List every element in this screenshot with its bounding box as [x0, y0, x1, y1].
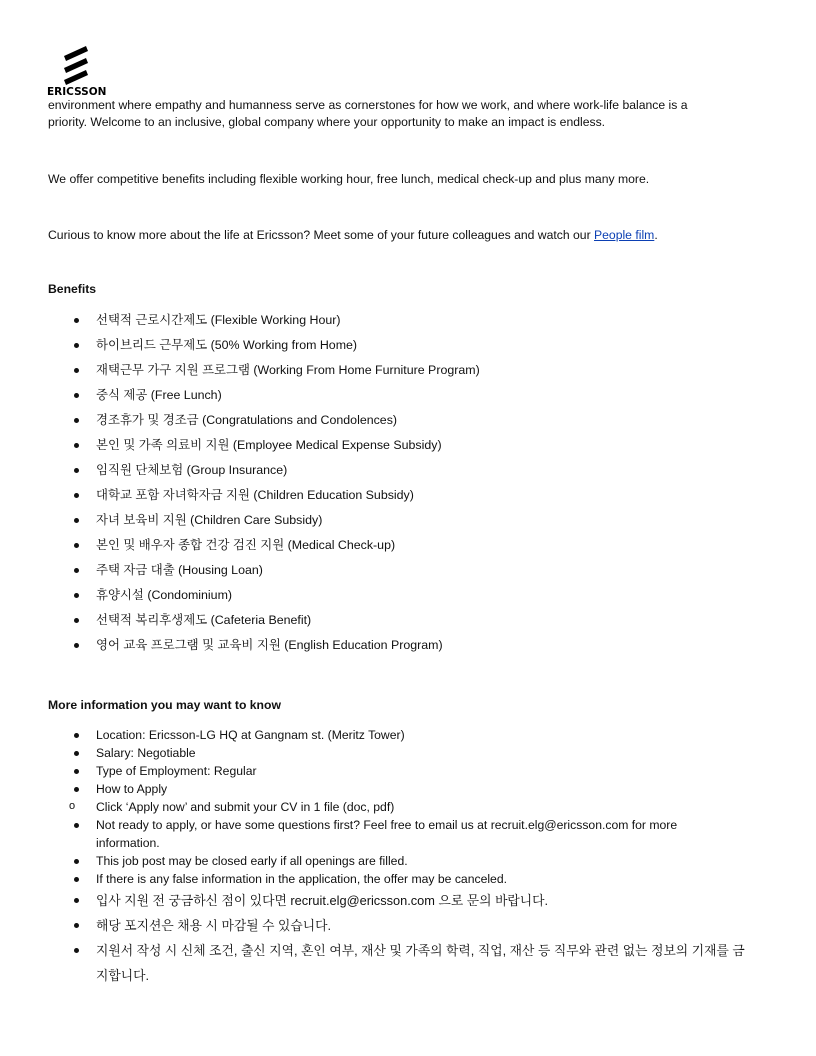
benefits-list: [48, 308, 480, 658]
salary-item: Salary: Negotiable: [48, 744, 736, 762]
people-film-link[interactable]: People film: [594, 228, 655, 242]
list-item: 중식 제공 (Free Lunch): [48, 383, 480, 408]
list-item: 본인 및 가족 의료비 지원 (Employee Medical Expense Subsidy): [48, 433, 480, 458]
kr-contact-item: 입사 지원 전 궁금하신 점이 있다면 recruit.elg@ericsson.com 으로 문의 바랍니다.: [48, 888, 756, 913]
intro-line-1: environment where empathy and humanness serve as cornerstones for how we work, and where work-life balance is a: [48, 98, 688, 112]
list-item: 자녀 보육비 지원 (Children Care Subsidy): [48, 508, 480, 533]
location-item: Location: Ericsson-LG HQ at Gangnam st. (Meritz Tower): [48, 726, 736, 744]
closed-early-item: This job post may be closed early if all openings are filled.: [48, 852, 736, 870]
kr-close-item: 해당 포지션은 채용 시 마감될 수 있습니다.: [48, 913, 756, 938]
how-to-apply-item: [48, 780, 736, 816]
not-ready-item: Not ready to apply, or have some questions first? Feel free to email us at recruit.elg@ericsson.com for more information.: [48, 816, 716, 852]
list-item: 경조휴가 및 경조금 (Congratulations and Condolences): [48, 408, 480, 433]
list-item: 대학교 포함 자녀학자금 지원 (Children Education Subsidy): [48, 483, 480, 508]
list-item: 주택 자금 대출 (Housing Loan): [48, 558, 480, 583]
benefits-heading: Benefits: [48, 282, 97, 296]
list-item: 본인 및 배우자 종합 건강 검진 지원 (Medical Check-up): [48, 533, 480, 558]
more-info-heading: More information you may want to know: [48, 698, 281, 712]
curious-period: .: [654, 228, 658, 242]
employment-type-item: Type of Employment: Regular: [48, 762, 736, 780]
list-item: 선택적 근로시간제도 (Flexible Working Hour): [48, 308, 480, 333]
kr-prohibit-item: 지원서 작성 시 신체 조건, 출신 지역, 혼인 여부, 재산 및 가족의 학력, 직업, 재산 등 직무와 관련 없는 정보의 기재를 금지합니다.: [48, 938, 756, 988]
list-item: 임직원 단체보험 (Group Insurance): [48, 458, 480, 483]
list-item: 재택근무 가구 지원 프로그램 (Working From Home Furniture Program): [48, 358, 480, 383]
how-to-apply-label: How to Apply: [96, 782, 168, 796]
more-info-list: [48, 726, 756, 988]
list-item: 휴양시설 (Condominium): [48, 583, 480, 608]
intro-line-2: priority. Welcome to an inclusive, global company where your opportunity to make an impact is endless.: [48, 115, 606, 129]
list-item: 선택적 복리후생제도 (Cafeteria Benefit): [48, 608, 480, 633]
curious-paragraph: [48, 227, 748, 244]
offer-paragraph: We offer competitive benefits including flexible working hour, free lunch, medical check-up and plus many more.: [48, 172, 650, 186]
logo-wordmark: ERICSSON: [47, 86, 107, 98]
curious-text: Curious to know more about the life at Ericsson? Meet some of your future colleagues and watch our: [48, 228, 595, 242]
false-info-item: If there is any false information in the application, the offer may be canceled.: [48, 870, 736, 888]
apply-instruction: o Click ‘Apply now’ and submit your CV in 1 file (doc, pdf): [48, 798, 736, 816]
list-item: 영어 교육 프로그램 및 교육비 지원 (English Education Program): [48, 633, 480, 658]
list-item: 하이브리드 근무제도 (50% Working from Home): [48, 333, 480, 358]
intro-paragraph: [48, 97, 748, 131]
